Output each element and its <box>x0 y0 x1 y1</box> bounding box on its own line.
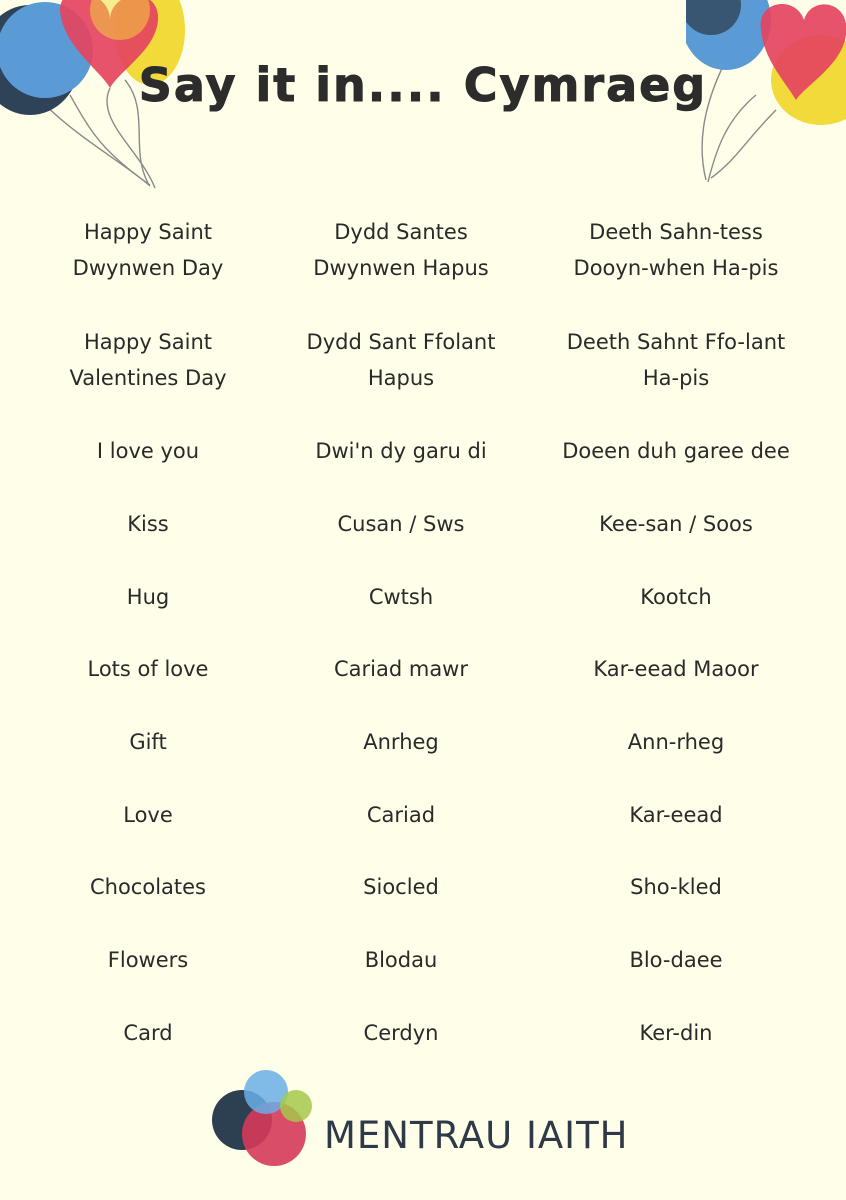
welsh-phrase: Dwi'n dy garu di <box>315 439 487 463</box>
phrase-row <box>0 195 846 305</box>
phrase-row <box>0 305 846 415</box>
welsh-phrase: Cusan / Sws <box>337 511 465 536</box>
pronunciation-guide: Ker-din <box>639 1020 713 1045</box>
phrase-table <box>0 195 846 1069</box>
pronunciation-guide: Kar-eead Maoor <box>593 657 759 681</box>
pronunciation-guide: Kar-eead <box>629 802 723 827</box>
pronunciation-guide: Doeen duh garee dee <box>562 439 790 463</box>
pronunciation-guide: Blo-daee <box>629 947 723 972</box>
pronunciation-guide: Ann-rheg <box>627 729 725 754</box>
phrase-row <box>0 851 846 923</box>
welsh-phrase: Dydd Santes Dwynwen Hapus <box>313 220 489 280</box>
english-phrase: Happy Saint Dwynwen Day <box>72 220 224 280</box>
welsh-phrase: Blodau <box>364 947 438 972</box>
english-phrase: Chocolates <box>89 875 206 899</box>
phrase-row <box>0 415 846 487</box>
english-phrase: Lots of love <box>87 657 209 681</box>
pronunciation-guide: Deeth Sahn-tess Dooyn-when Ha-pis <box>573 220 779 280</box>
phrase-row <box>0 923 846 996</box>
english-phrase: Kiss <box>127 511 169 536</box>
welsh-phrase: Anrheg <box>363 729 439 754</box>
english-phrase: Flowers <box>107 947 189 972</box>
phrase-row <box>0 633 846 705</box>
welsh-phrase: Cariad <box>366 802 436 827</box>
welsh-phrase: Dydd Sant Ffolant Hapus <box>306 330 496 390</box>
phrase-row <box>0 560 846 633</box>
english-phrase: Gift <box>129 729 167 754</box>
english-phrase: Love <box>123 802 173 827</box>
phrase-row <box>0 778 846 851</box>
english-phrase: I love you <box>96 439 200 463</box>
logo-text: MENTRAU IAITH <box>324 1114 629 1157</box>
phrase-row <box>0 996 846 1069</box>
english-phrase: Hug <box>126 584 170 609</box>
english-phrase: Card <box>123 1020 173 1045</box>
welsh-phrase: Cariad mawr <box>333 657 468 681</box>
phrase-row <box>0 705 846 778</box>
pronunciation-guide: Sho-kled <box>630 875 722 899</box>
mentrau-iaith-logo <box>208 1068 648 1173</box>
welsh-phrase: Cwtsh <box>368 584 434 609</box>
pronunciation-guide: Deeth Sahnt Ffo-lant Ha-pis <box>566 330 786 390</box>
english-phrase: Happy Saint Valentines Day <box>69 330 227 390</box>
pronunciation-guide: Kee-san / Soos <box>599 511 753 536</box>
welsh-phrase: Cerdyn <box>363 1020 439 1045</box>
welsh-phrase: Siocled <box>363 875 439 899</box>
page-title: Say it in.... Cymraeg <box>138 58 708 112</box>
phrase-row <box>0 487 846 560</box>
pronunciation-guide: Kootch <box>640 584 712 609</box>
logo-circles-icon <box>208 1068 318 1173</box>
